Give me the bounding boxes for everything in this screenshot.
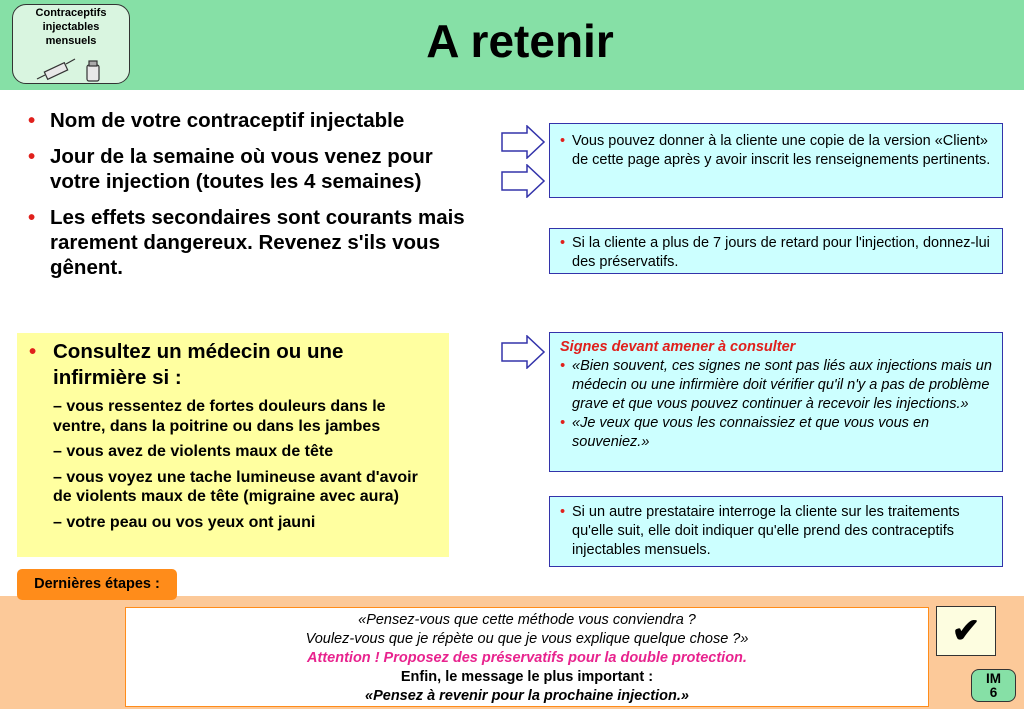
bullet-icon: • xyxy=(560,504,566,520)
key-point: • Jour de la semaine où vous venez pour votre injection (toutes les 4 semaines) xyxy=(28,145,433,193)
message-line: Voulez-vous que je répète ou que je vous explique quelque chose ?» xyxy=(305,631,749,647)
logo-line-1: Contraceptifs xyxy=(35,7,107,19)
consult-signs-note: Signes devant amener à consulter • «Bien souvent, ces signes ne sont pas liés aux injections mais un médecin ou une infirmière doit vérifier qu'il n'y a pas de problème grave et que vous pouvez continuer à recevoir les injections.» • «Je veux que vous les connaissiez et que vous vous en souveniez.» xyxy=(549,332,1003,472)
final-message-box xyxy=(125,607,929,707)
badge-number: 6 xyxy=(989,685,998,700)
badge-code: IM xyxy=(986,671,1001,686)
bullet-icon: • xyxy=(560,358,566,374)
message-line: Enfin, le message le plus important : xyxy=(400,669,654,685)
syringe-vial-icon xyxy=(35,53,115,83)
warning-item: – votre peau ou vos yeux ont jauni xyxy=(53,513,316,531)
signs-title: Signes devant amener à consulter xyxy=(560,339,796,355)
bullet-icon: • xyxy=(28,206,36,229)
late-injection-note: • Si la cliente a plus de 7 jours de retard pour l'injection, donnez-lui des préservatifs. xyxy=(549,228,1003,274)
right-arrow-icon xyxy=(501,335,545,369)
warning-item: – vous voyez une tache lumineuse avant d'avoir de violents maux de tête (migraine avec aura) xyxy=(53,468,418,505)
warning-item: – vous avez de violents maux de tête xyxy=(53,443,334,460)
logo-line-3: mensuels xyxy=(45,35,97,47)
message-line: «Pensez-vous que cette méthode vous conviendra ? xyxy=(358,612,696,628)
bullet-icon: • xyxy=(28,109,36,132)
right-arrow-icon xyxy=(501,125,545,159)
message-line: «Pensez à revenir pour la prochaine injection.» xyxy=(365,688,689,704)
warning-item: – vous ressentez de fortes douleurs dans le ventre, dans la poitrine ou dans les jambes xyxy=(53,398,386,435)
bullet-icon: • xyxy=(560,235,566,251)
bullet-icon: • xyxy=(29,340,37,363)
page-title: A retenir xyxy=(426,15,614,67)
warning-signs-box xyxy=(17,333,449,557)
key-point: • Nom de votre contraceptif injectable xyxy=(28,109,405,132)
page-badge xyxy=(971,669,1016,702)
bullet-icon: • xyxy=(560,133,566,149)
logo-line-2: injectables xyxy=(42,21,100,33)
checkmark-icon: ✔ xyxy=(936,606,996,656)
warning-heading: • Consultez un médecin ou une infirmière si : xyxy=(29,340,344,389)
method-logo xyxy=(12,4,130,84)
bullet-icon: • xyxy=(28,145,36,168)
right-arrow-icon xyxy=(501,164,545,198)
other-provider-note: • Si un autre prestataire interroge la cliente sur les traitements qu'elle suit, elle doit indiquer qu'elle prend des contraceptifs injectables mensuels. xyxy=(549,496,1003,567)
key-points-list xyxy=(26,108,486,291)
client-copy-note: • Vous pouvez donner à la cliente une copie de la version «Client» de cette page après y avoir inscrit les renseignements pertinents. xyxy=(549,123,1003,198)
message-line: Attention ! Proposez des préservatifs pour la double protection. xyxy=(307,650,747,666)
key-point: • Les effets secondaires sont courants mais rarement dangereux. Revenez s'ils vous gênent. xyxy=(28,206,465,279)
next-steps-label: Dernières étapes : xyxy=(17,569,177,600)
bullet-icon: • xyxy=(560,415,566,431)
